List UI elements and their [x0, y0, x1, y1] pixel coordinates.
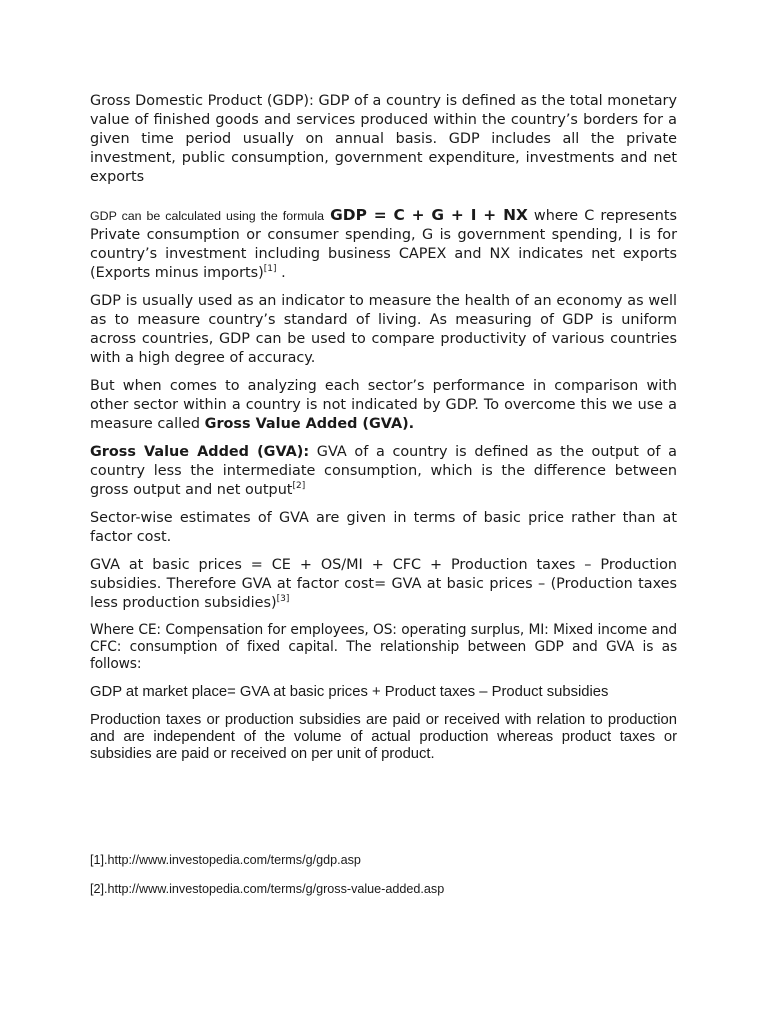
footnotes: [90, 853, 444, 911]
paragraph-sector-analysis: [90, 377, 677, 434]
paragraph-gva-definition: [90, 443, 677, 500]
footnote-2[interactable]: [2].http://www.investopedia.com/terms/g/gross-value-added.asp: [90, 882, 445, 896]
formula-intro: GDP can be calculated using the formula: [90, 209, 325, 223]
paragraph-taxes-subsidies: Production taxes or production subsidies are paid or received with relation to production and are independent of the volume of actual production whereas product taxes or subsidies are paid or received on per unit of product.: [90, 712, 677, 762]
gva-heading: Gross Value Added (GVA):: [90, 444, 310, 460]
paragraph-gva-basic-prices: [90, 556, 677, 613]
sector-analysis-text: But when comes to analyzing each sector’s performance in comparison with other sector within a country is not indicated by GDP. To overcome this we use a measure called: [90, 378, 677, 432]
paragraph-gdp-indicator: GDP is usually used as an indicator to measure the health of an economy as well as to measure country’s standard of living. As measuring of GDP is uniform across countries, GDP can be used to compare productivity of various countries with a high degree of accuracy.: [90, 293, 677, 366]
document-body: [90, 92, 677, 763]
gva-term: Gross Value Added (GVA).: [204, 416, 415, 432]
formula-explanation: where C represents Private consumption or consumer spending, G is government spending, I is for country’s investment including business CAPEX and NX indicates net exports (Exports minus imports): [90, 208, 677, 281]
footnote-ref-3[interactable]: [3]: [276, 594, 290, 604]
paragraph-gdp-definition: Gross Domestic Product (GDP): GDP of a country is defined as the total monetary value of finished goods and services produced within the country’s borders for a given time period usually on annual basis. GDP includes all the private investment, public consumption, government expenditure, investments and net exports: [90, 93, 677, 185]
footnote-1[interactable]: [1].http://www.investopedia.com/terms/g/gdp.asp: [90, 853, 361, 867]
formula-end: .: [276, 265, 286, 281]
gva-definition-text: GVA of a country is defined as the output of a country less the intermediate consumption, which is the difference between gross output and net output: [90, 444, 677, 498]
paragraph-gdp-market-place: GDP at market place= GVA at basic prices + Product taxes – Product subsidies: [90, 684, 609, 700]
gdp-formula: GDP = C + G + I + NX: [330, 206, 528, 224]
paragraph-definitions: Where CE: Compensation for employees, OS: operating surplus, MI: Mixed income and CFC: consumption of fixed capital. The relationship between GDP and GVA is as follows:: [90, 622, 677, 672]
gva-basic-prices-text: GVA at basic prices = CE + OS/MI + CFC + Production taxes – Production subsidies. Therefore GVA at factor cost= GVA at basic prices – (Production taxes less production subsidies): [90, 557, 677, 611]
paragraph-sector-estimates: Sector-wise estimates of GVA are given in terms of basic price rather than at factor cost.: [90, 510, 677, 545]
paragraph-gdp-formula: [90, 206, 677, 283]
footnote-ref-2[interactable]: [2]: [292, 481, 306, 491]
footnote-ref-1[interactable]: [1]: [263, 264, 277, 274]
